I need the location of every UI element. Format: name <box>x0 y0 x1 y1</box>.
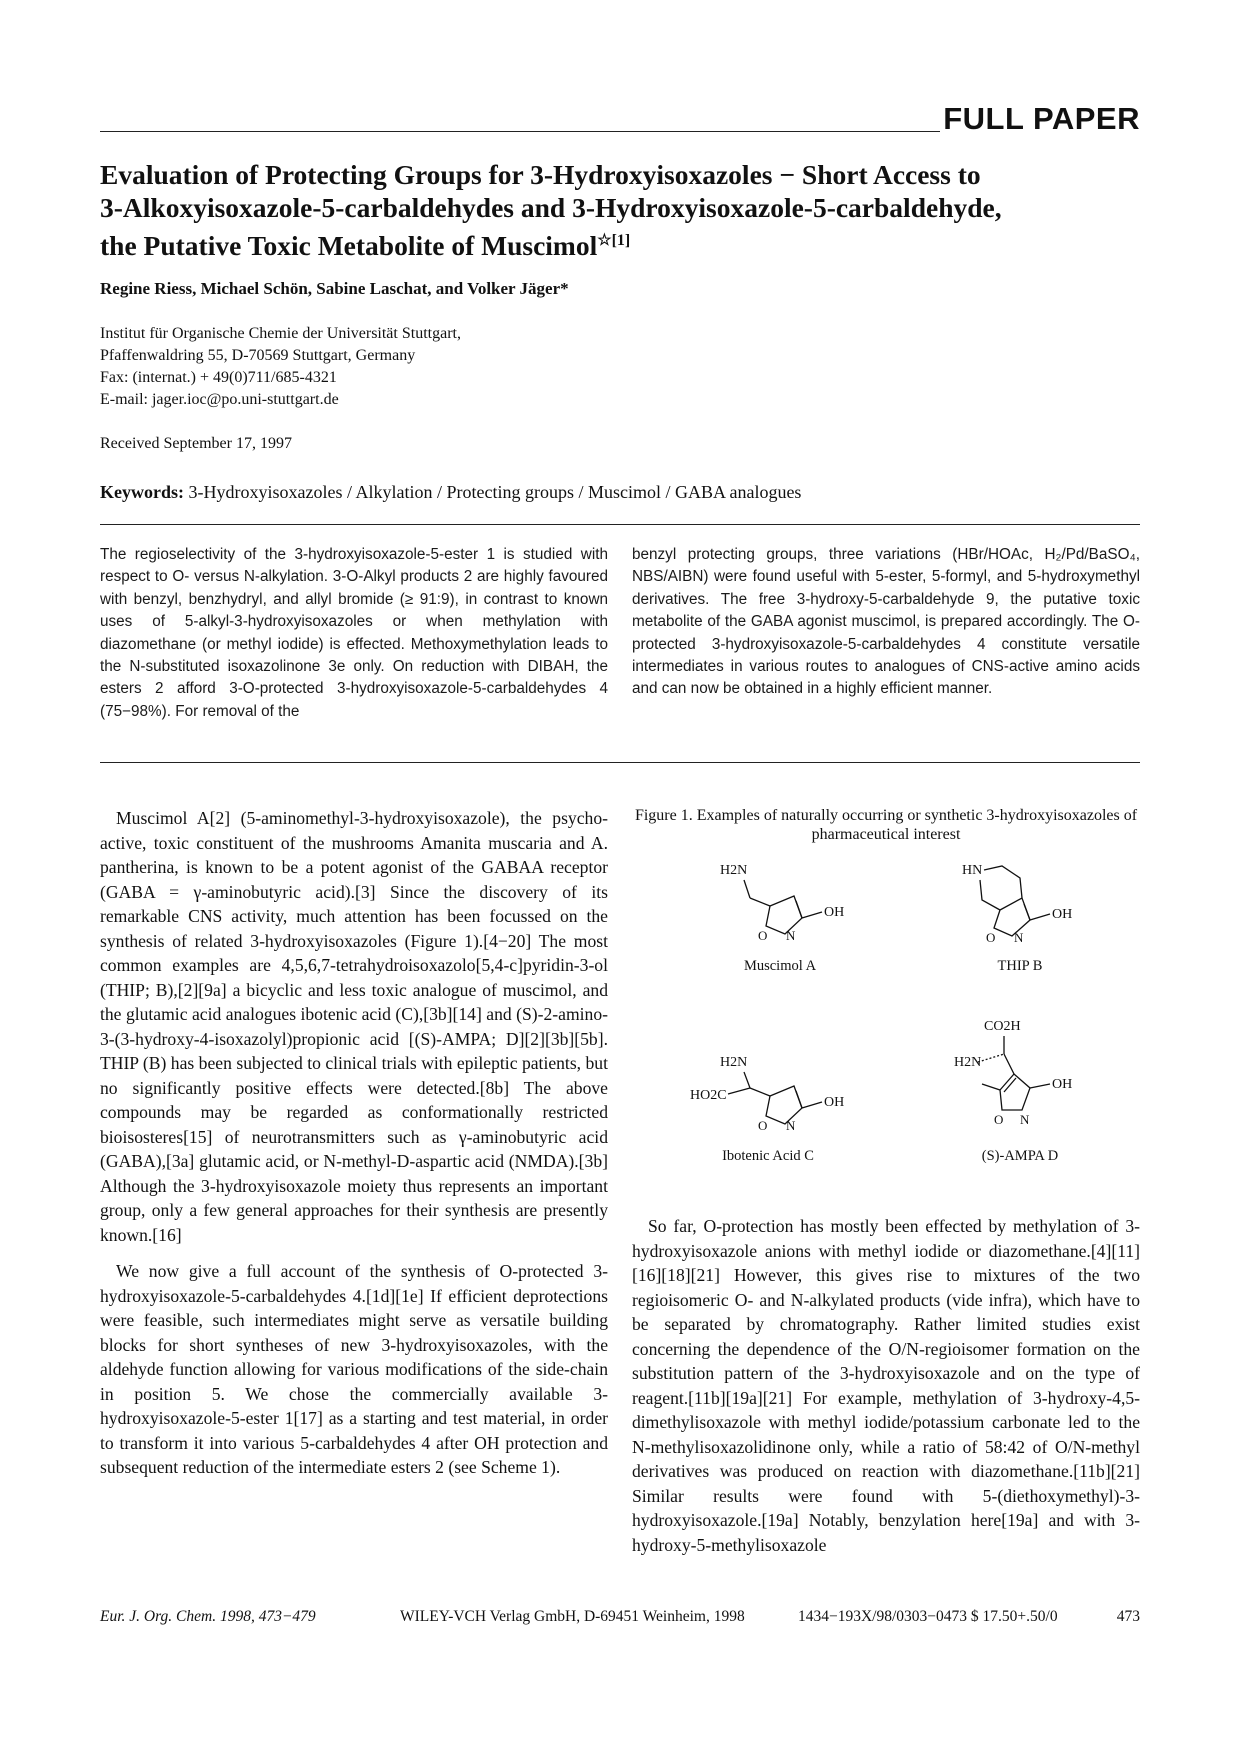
atom-label-o: O <box>994 1112 1004 1127</box>
bond <box>1004 1054 1014 1074</box>
atom-label-h2n: H2N <box>720 863 748 878</box>
figure-caption: Figure 1. Examples of naturally occurring or synthetic 3-hydroxyisoxazoles of pharmaceutical interest <box>634 807 1138 843</box>
atom-label-oh: OH <box>1052 1077 1073 1092</box>
molecule-label: (S)-AMPA D <box>981 1148 1059 1164</box>
molecule-label: Muscimol A <box>743 958 817 974</box>
title-footnote-mark: ☆[1] <box>597 232 631 249</box>
body-left-column <box>100 806 608 1492</box>
isoxazole-ring <box>994 898 1030 936</box>
atom-label-h2n: H2N <box>720 1055 748 1070</box>
abstract-right-column: benzyl protecting groups, three variations (HBr/HOAc, H₂/Pd/BaSO₄, NBS/AIBN) were found useful with 5-ester, 5-formyl, and 5-hydroxymethyl derivatives. The free 3-hydroxy-5-carbaldehyde 9, the putative toxic metabolite of the GABA agonist muscimol, is prepared accordingly. The O-protected 3-hydroxyisoxazole-5-carbaldehydes 4 constitute versatile intermediates in various routes to analogues of CNS-active amino acids and can now be obtained in a highly efficient manner. <box>632 546 1140 698</box>
atom-label-o: O <box>986 930 996 945</box>
ibotenic-acid-structure <box>690 1055 844 1133</box>
bond <box>1030 914 1050 920</box>
double-bond <box>796 1091 802 1108</box>
affiliation-line: E-mail: jager.ioc@po.uni-stuttgart.de <box>100 391 339 408</box>
atom-label-hn: HN <box>962 863 983 878</box>
atom-label-n: N <box>786 1118 796 1133</box>
molecule-label: THIP B <box>997 958 1043 974</box>
title-line-2: 3-Alkoxyisoxazole-5-carbaldehydes and 3-Hydroxyisoxazole-5-carbaldehyde, <box>100 192 1002 223</box>
muscimol-structure <box>720 863 844 943</box>
atom-label-ho2c: HO2C <box>690 1088 727 1103</box>
thip-structure <box>962 863 1072 945</box>
abstract-bottom-rule <box>100 762 1140 763</box>
atom-label-n: N <box>1014 930 1024 945</box>
atom-label-o: O <box>758 928 768 943</box>
atom-label-o: O <box>758 1118 768 1133</box>
affiliation-line: Pfaffenwaldring 55, D-70569 Stuttgart, Germany <box>100 347 416 364</box>
atom-label-n: N <box>1020 1112 1030 1127</box>
ampa-structure <box>954 1019 1072 1127</box>
bond <box>750 1088 770 1096</box>
header-rule <box>100 131 940 132</box>
footer-journal: Eur. J. Org. Chem. 1998, 473−479 <box>100 1608 316 1625</box>
double-bond <box>796 901 802 918</box>
body-paragraph: Muscimol A[2] (5-aminomethyl-3-hydroxyisoxazole), the psycho-active, toxic constituent of the mushrooms Amanita muscaria and A. pantherina, is known to be a potent agonist of the GABAA receptor (GABA = γ-aminobutyric acid).[3] Since the discovery of its remarkable CNS activity, much attention has been focussed on the synthesis of related 3-hydroxyisoxazoles (Figure 1).[4−20] The most common examples are 4,5,6,7-tetrahydroisoxazolo[5,4-c]pyridin-3-ol (THIP; B),[2][9a] a bicyclic and less toxic analogue of muscimol, and the glutamic acid analogues ibotenic acid (C),[3b][14] and (S)-2-amino-3-(3-hydroxy-4-isoxazolyl)propionic acid [(S)-AMPA; D][2][3b][5b]. THIP (B) has been subjected to clinical trials with epileptic patients, but no significantly positive effects were detected.[8b] The above compounds may be regarded as conformationally restricted bioisosteres[15] of neurotransmitters such as γ-aminobutyric acid (GABA),[3a] glutamic acid, or N-methyl-D-aspartic acid (NMDA).[3b] Although the 3-hydroxyisoxazole moiety thus represents an important group, only a few general approaches for their synthesis are presently known.[16] <box>100 808 608 1245</box>
title-line-1: Evaluation of Protecting Groups for 3-Hydroxyisoxazoles − Short Access to <box>100 159 981 190</box>
section-label: FULL PAPER <box>943 101 1140 136</box>
bond <box>802 912 822 918</box>
paper-title <box>100 158 1140 262</box>
keywords <box>100 482 801 503</box>
body-right-column <box>632 1214 1140 1569</box>
bond <box>750 898 770 906</box>
abstract-left-column: The regioselectivity of the 3-hydroxyisoxazole-5-ester 1 is studied with respect to O- versus N-alkylation. 3-O-Alkyl products 2 are highly favoured with benzyl, benzhydryl, and allyl bromide (≥ 91:9), in contrast to known uses of 5-alkyl-3-hydroxyisoxazoles or when methylation with diazomethane (or methyl iodide) is effected. Methoxymethylation leads to the N-substituted isoxazolinone 3e only. On reduction with DIBAH, the esters 2 afford 3-O-protected 3-hydroxyisoxazole-5-carbaldehydes 4 (75−98%). For removal of the <box>100 546 608 720</box>
footer-page-number: 473 <box>1116 1608 1140 1625</box>
bond <box>728 1088 750 1094</box>
body-paragraph: So far, O-protection has mostly been effected by methylation of 3-hydroxyisoxazole anions with methyl iodide or diazomethane.[4][11][16][18][21] However, this gives rise to mixtures of the two regioisomeric O- and N-alkylated products (vide infra), which have to be separated by chromatography. Rather limited studies exist concerning the dependence of the O/N-regioisomer formation on the substitution pattern of the 3-hydroxyisoxazole and on the type of reagent.[11b][19a][21] For example, methylation of 3-hydroxy-4,5-dimethylisoxazole with methyl iodide/potassium carbonate led to the N-methylisoxazolidinone only, while a ratio of 58:42 of O/N-methyl derivatives was produced on reaction with diazomethane.[11b][21] Similar results were found with 5-(diethoxymethyl)-3-hydroxyisoxazole.[19a] Notably, benzylation here[19a] and with 3-hydroxy-5-methylisoxazole <box>632 1216 1140 1555</box>
piperidine-bond <box>984 866 1022 898</box>
authors: Regine Riess, Michael Schön, Sabine Laschat, and Volker Jäger* <box>100 279 569 298</box>
double-bond <box>1024 904 1030 920</box>
figure-1-structures <box>632 856 1140 1186</box>
abstract-top-rule <box>100 524 1140 525</box>
atom-label-oh: OH <box>1052 907 1073 922</box>
atom-label-oh: OH <box>824 905 845 920</box>
atom-label-h2n: H2N <box>954 1055 982 1070</box>
received-date: Received September 17, 1997 <box>100 435 292 452</box>
atom-label-n: N <box>786 928 796 943</box>
affiliation-line: Institut für Organische Chemie der Universität Stuttgart, <box>100 325 461 342</box>
bond <box>744 880 750 898</box>
bond <box>744 1072 750 1088</box>
keywords-label: Keywords: <box>100 482 184 502</box>
molecule-label: Ibotenic Acid C <box>722 1148 814 1164</box>
body-paragraph: We now give a full account of the synthesis of O-protected 3-hydroxyisoxazole-5-carbaldehydes 4.[1d][1e] If efficient deprotections were feasible, such intermediates might serve as versatile building blocks for short syntheses of new 3-hydroxyisoxazoles, with the aldehyde function allowing for various modifications of the side-chain in position 5. We chose the commercially available 3-hydroxyisoxazole-5-ester 1[17] as a starting and test material, in order to transform it into various 5-carbaldehydes 4 after OH protection and subsequent reduction of the intermediate esters 2 (see Scheme 1). <box>100 1261 608 1477</box>
atom-label-oh: OH <box>824 1095 845 1110</box>
affiliation <box>100 323 461 411</box>
footer-publisher: WILEY-VCH Verlag GmbH, D-69451 Weinheim, 1998 <box>400 1608 745 1625</box>
wedge-bond <box>978 1054 1004 1062</box>
methyl-bond <box>982 1084 1000 1090</box>
bond <box>1030 1084 1050 1088</box>
double-bond <box>1004 1078 1016 1092</box>
affiliation-line: Fax: (internat.) + 49(0)711/685-4321 <box>100 369 337 386</box>
footer-issn: 1434−193X/98/0303−0473 $ 17.50+.50/0 <box>798 1608 1058 1625</box>
title-line-3: the Putative Toxic Metabolite of Muscimol$^{☆[1]}$ <box>100 230 631 262</box>
atom-label-co2h: CO2H <box>984 1019 1021 1034</box>
bond <box>802 1102 822 1108</box>
keywords-text: 3-Hydroxyisoxazoles / Alkylation / Protecting groups / Muscimol / GABA analogues <box>188 482 802 502</box>
piperidine-bond <box>980 880 1000 910</box>
